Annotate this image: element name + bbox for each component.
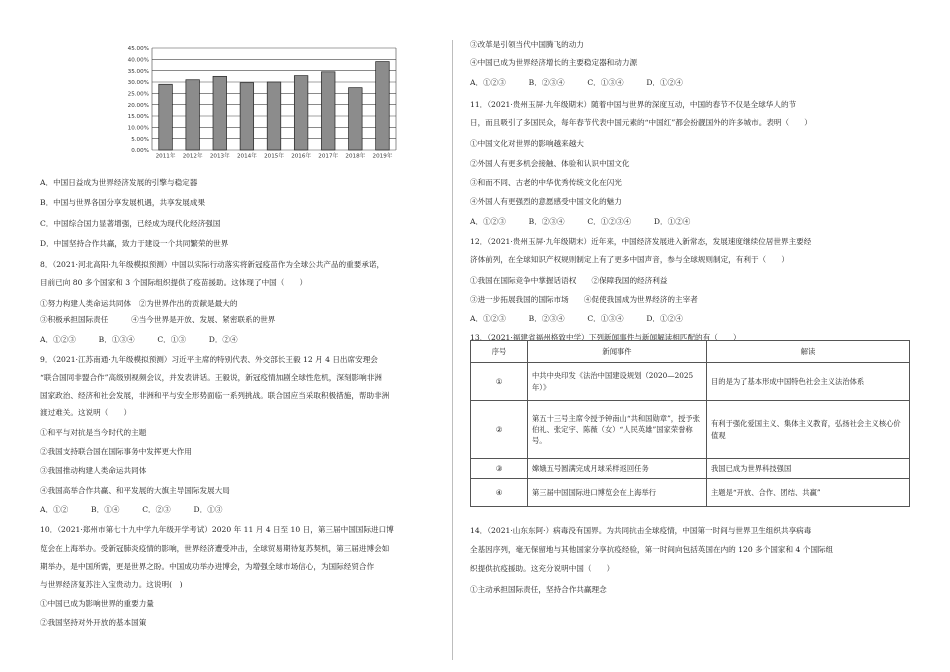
text-line: 13．（2021·福建省福州格致中学）下列新闻事件与新闻解读相匹配的有（ ） (470, 333, 741, 342)
x-tick-label: 2019年 (372, 153, 393, 160)
bar (213, 76, 227, 150)
bar (159, 84, 173, 150)
table-row (471, 363, 910, 401)
text-line: 11．（2021·贵州玉屏·九年级期末）随着中国与世界的深度互动，中国的春节不仅是全球华人的节 (470, 100, 797, 109)
text-line: ①和平与对抗是当今时代的主题 (40, 428, 147, 437)
text-line: 渡过难关。这说明（ ） (40, 408, 132, 417)
row-interpretation: 我国已成为世界科技强国 (707, 459, 910, 479)
text-line: A．①②③ B．①③④ C．①③ D．②④ (40, 335, 238, 344)
text-line: 8．（2021·河北高阳·九年级模拟预测）中国以实际行动落实将新冠疫苗作为全球公共产品的重要承诺， (40, 260, 385, 269)
text-line: ①中国已成为影响世界的重要力量 (40, 599, 154, 608)
text-line: ②我国坚持对外开放的基本国策 (40, 618, 147, 627)
bar (186, 80, 200, 150)
bar (240, 83, 254, 150)
x-tick-label: 2014年 (236, 153, 257, 160)
header-interpretation: 解读 (707, 341, 910, 363)
text-line: ③和而不同、古老的中华优秀传统文化在闪光 (470, 178, 622, 187)
bar-chart (40, 38, 400, 168)
x-tick-label: 2016年 (291, 153, 312, 160)
text-line: 织提供抗疫援助。这充分说明中国（ ） (470, 564, 615, 573)
table-row (471, 401, 910, 459)
text-line: ①努力构建人类命运共同体 ②为世界作出的贡献是最大的 (40, 299, 238, 308)
row-event: 中共中央印发《法治中国建设规划（2020—2025年）》 (528, 363, 707, 401)
text-line: ②外国人有更多机会接触、体验和认识中国文化 (470, 159, 630, 168)
row-number: ② (471, 401, 528, 459)
y-tick-label: 45.00% (127, 46, 149, 53)
y-tick-label: 35.00% (127, 68, 149, 75)
table-row (471, 479, 910, 507)
y-tick-label: 20.00% (127, 102, 149, 109)
text-line: 12．（2021·贵州玉屏·九年级期末）近年来，中国经济发展进入新常态，发展速度继续位居世界主要经 (470, 237, 812, 246)
bar (267, 82, 281, 150)
bar (376, 62, 390, 150)
y-tick-label: 0.00% (131, 148, 149, 155)
text-line: 14．（2021·山东东阿·）病毒没有国界。为共同抗击全球疫情，中国第一时间与世界卫生组织共享病毒 (470, 526, 812, 535)
row-event: 嫦娥五号圆满完成月球采样返回任务 (528, 459, 707, 479)
row-interpretation: 目的是为了基本形成中国特色社会主义法治体系 (707, 363, 910, 401)
text-line: A．①②③ B．②③④ C．①③④ D．①②④ (470, 314, 683, 323)
text-line: 10．（2021·郑州市第七十九中学九年级开学考试）2020 年 11 月 4 日至 10 日，第三届中国国际进口博 (40, 525, 394, 534)
text-line: 9．（2021·江苏南通·九年级模拟预测）习近平主席的特别代表、外交部长王毅 12 月 4 日出席安理会 (40, 355, 378, 364)
text-line: D．中国坚持合作共赢，致力于建设一个共同繁荣的世界 (40, 239, 229, 248)
text-line: A．①② B．①④ C．②③ D．①③ (40, 505, 223, 514)
x-tick-label: 2017年 (318, 153, 339, 160)
text-line: A．①②③ B．②③④ C．①③④ D．①②④ (470, 78, 683, 87)
text-line: 目前已向 80 多个国家和 3 个国际组织提供了疫苗援助。这体现了中国（ ） (40, 278, 308, 287)
header-event: 新闻事件 (528, 341, 707, 363)
row-number: ① (471, 363, 528, 401)
bar (294, 76, 308, 150)
text-line: ③我国推动构建人类命运共同体 (40, 466, 147, 475)
y-tick-label: 15.00% (127, 114, 149, 121)
bar (321, 72, 335, 150)
text-line: ③积极承担国际责任 ④当今世界是开放、发展、紧密联系的世界 (40, 315, 276, 324)
row-number: ④ (471, 479, 528, 507)
row-event: 第五十三号主席令授予钟南山“共和国勋章”，授予张伯礼、张定宇、陈薇（女）“人民英雄”国家荣誉称号。 (528, 401, 707, 459)
y-tick-label: 5.00% (131, 136, 149, 143)
text-line: ④我国高举合作共赢、和平发展的大旗主导国际发展大局 (40, 486, 230, 495)
text-line: B．中国与世界各国分享发展机遇，共享发展成果 (40, 198, 206, 207)
row-event: 第三届中国国际进口博览会在上海举行 (528, 479, 707, 507)
x-tick-label: 2013年 (209, 153, 230, 160)
text-line: A．中国日益成为世界经济发展的引擎与稳定器 (40, 178, 198, 187)
text-line: ③改革是引领当代中国腾飞的动力 (470, 40, 584, 49)
text-line: ①主动承担国际责任，坚持合作共赢理念 (470, 585, 607, 594)
text-line: ①我国在国际竞争中掌握话语权 ②保障我国的经济利益 (470, 276, 668, 285)
text-line: C．中国综合国力显著增强，已经成为现代化经济强国 (40, 219, 221, 228)
bar-chart-svg (40, 38, 400, 168)
text-line: 日，而且吸引了多国民众，每年春节代表中国元素的“中国红”都会扮靓国外的许多城市。表明（ ） (470, 118, 812, 127)
x-tick-label: 2011年 (155, 153, 176, 160)
table-row (471, 459, 910, 479)
y-tick-label: 10.00% (127, 125, 149, 132)
bar (349, 88, 363, 150)
x-tick-label: 2015年 (264, 153, 284, 160)
text-line: ②我国支持联合国在国际事务中发挥更大作用 (40, 447, 192, 456)
text-line: 览会在上海举办。受新冠肺炎疫情的影响，世界经济遭受冲击，全球贸易期待复苏契机，第三届进博会如 (40, 544, 390, 553)
y-tick-label: 30.00% (127, 80, 149, 87)
x-tick-label: 2018年 (345, 153, 366, 160)
row-interpretation: 有利于强化爱国主义、集体主义教育，弘扬社会主义核心价值观 (707, 401, 910, 459)
text-line: 国家政治、经济和社会发展，非洲和平与安全形势面临一系列挑战。联合国应当采取积极措施，帮助非洲 (40, 391, 390, 400)
news-table-header (471, 341, 910, 363)
text-line: ④外国人有更强烈的意愿感受中国文化的魅力 (470, 197, 622, 206)
text-line: 济体前列，在全球知识产权规则制定上有了更多中国声音，参与全球规则制定，有利于（ ） (470, 255, 789, 264)
text-line: ③进一步拓展我国的国际市场 ④促使我国成为世界经济的主宰者 (470, 295, 698, 304)
text-line: 与世界经济复苏注入宝贵动力。这说明( ) (40, 580, 183, 589)
text-line: ④中国已成为世界经济增长的主要稳定器和动力源 (470, 58, 638, 67)
news-table (470, 340, 910, 507)
column-divider (452, 40, 453, 660)
y-tick-label: 25.00% (127, 91, 149, 98)
text-line: “联合国同非盟合作”高级别视频会议，并发表讲话。王毅说，新冠疫情加剧全球性危机，深刻影响非洲 (40, 373, 382, 382)
text-line: A．①②③ B．②③④ C．①②③④ D．①②④ (470, 217, 691, 226)
text-line: 全基因序列，毫无保留地与其他国家分享抗疫经验，第一时间向包括英国在内的 120 多个国家和 4 个国际组 (470, 545, 834, 554)
y-tick-label: 40.00% (127, 57, 149, 64)
x-tick-label: 2012年 (182, 153, 203, 160)
text-line: 期举办，是中国所需，更是世界之盼。中国成功举办进博会，为增强全球市场信心，为国际经贸合作 (40, 562, 375, 571)
header-number: 序号 (471, 341, 528, 363)
row-interpretation: 主题是“开放、合作、团结、共赢” (707, 479, 910, 507)
text-line: ①中国文化对世界的影响越来越大 (470, 139, 584, 148)
row-number: ③ (471, 459, 528, 479)
